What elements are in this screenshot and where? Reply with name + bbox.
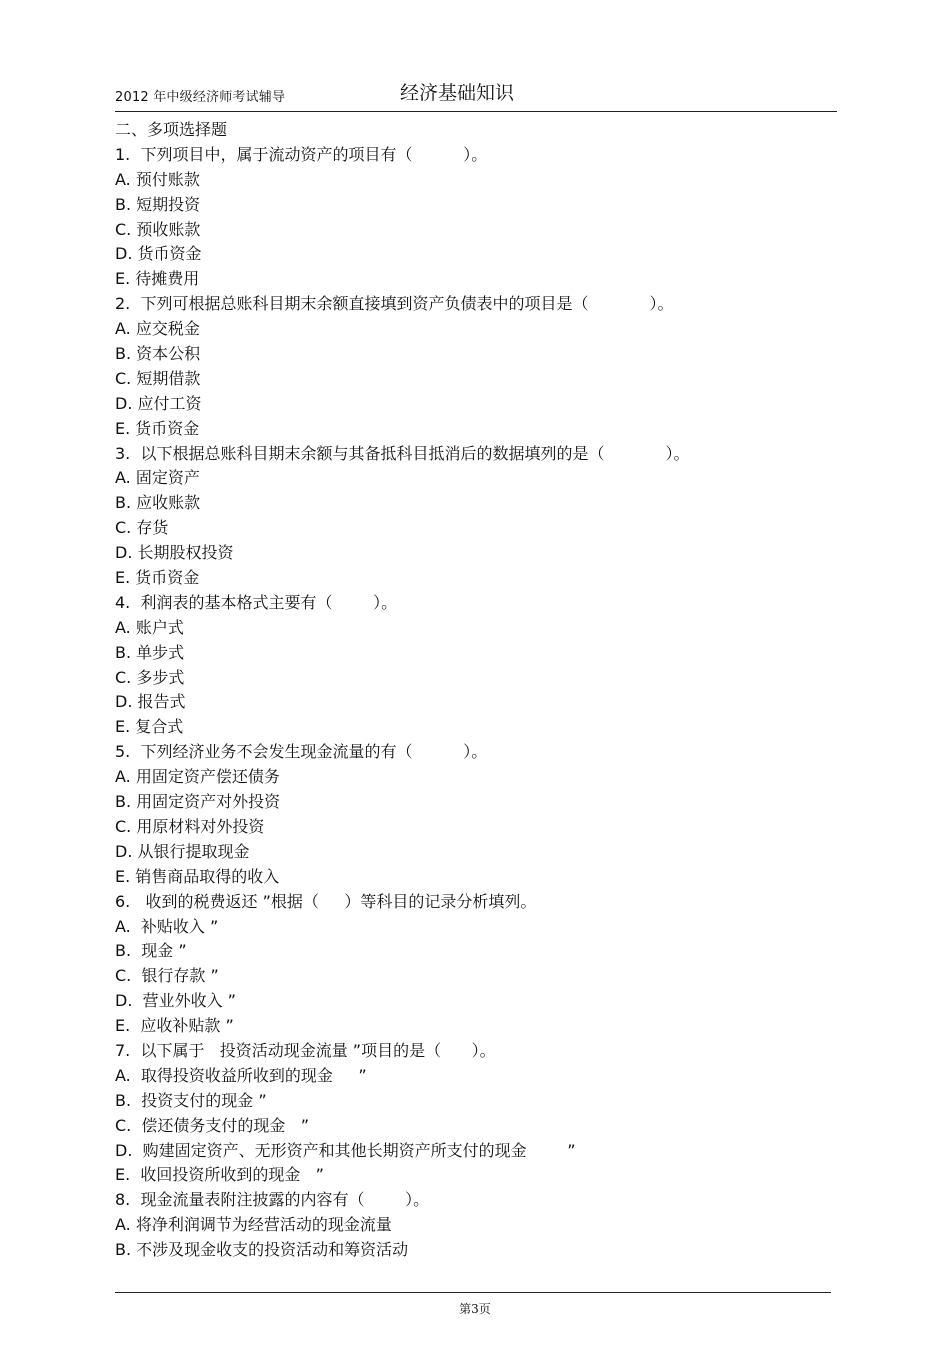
- option-line: C. 偿还债务支付的现金 ”: [115, 1115, 309, 1135]
- question-content: [115, 118, 837, 1263]
- question-2: 2. 下列可根据总账科目期末余额直接填到资产负债表中的项目是（ ）。: [115, 294, 674, 314]
- header-subject-title: 经济基础知识: [400, 82, 515, 104]
- question-3: 3. 以下根据总账科目期末余额与其备抵科目抵消后的数据填列的是（ ）。: [115, 443, 690, 463]
- option-line: E. 复合式: [115, 717, 184, 737]
- question-6: 6. 收到的税费返还 ”根据（ ）等科目的记录分析填列。: [115, 891, 537, 911]
- option-line: D. 报告式: [115, 692, 186, 712]
- header-divider: [115, 111, 837, 112]
- option-line: C. 短期借款: [115, 368, 201, 388]
- option-line: D. 营业外收入 ”: [115, 991, 236, 1011]
- option-line: A. 用固定资产偿还债务: [115, 767, 280, 787]
- option-line: B. 短期投资: [115, 194, 201, 214]
- option-line: D. 从银行提取现金: [115, 841, 250, 861]
- option-line: E. 销售商品取得的收入: [115, 866, 280, 886]
- option-line: B. 现金 ”: [115, 941, 187, 961]
- option-line: A. 应交税金: [115, 319, 200, 339]
- option-line: B. 用固定资产对外投资: [115, 792, 281, 812]
- question-4: 4. 利润表的基本格式主要有（ ）。: [115, 592, 398, 612]
- option-line: B. 资本公积: [115, 344, 201, 364]
- footer-divider: [115, 1292, 831, 1293]
- question-8: 8. 现金流量表附注披露的内容有（ ）。: [115, 1190, 430, 1210]
- option-line: B. 投资支付的现金 ”: [115, 1090, 267, 1110]
- option-line: A. 将净利润调节为经营活动的现金流量: [115, 1215, 392, 1235]
- option-line: A. 取得投资收益所收到的现金 ”: [115, 1065, 367, 1085]
- question-1: 1. 下列项目中，属于流动资产的项目有（ ）。: [115, 144, 488, 164]
- option-line: B. 不涉及现金收支的投资活动和筹资活动: [115, 1240, 409, 1260]
- option-line: A. 补贴收入 ”: [115, 916, 219, 936]
- option-line: D. 应付工资: [115, 393, 202, 413]
- section-heading: 二、多项选择题: [115, 120, 228, 139]
- option-line: E. 收回投资所收到的现金 ”: [115, 1165, 324, 1185]
- option-line: C. 用原材料对外投资: [115, 816, 265, 836]
- option-line: A. 预付账款: [115, 169, 200, 189]
- option-line: D. 货币资金: [115, 244, 202, 264]
- option-line: C. 存货: [115, 518, 169, 538]
- question-5: 5. 下列经济业务不会发生现金流量的有（ ）。: [115, 742, 488, 762]
- page-header: [115, 78, 837, 110]
- option-line: E. 待摊费用: [115, 269, 200, 289]
- option-line: C. 预收账款: [115, 219, 201, 239]
- option-line: D. 购建固定资产、无形资产和其他长期资产所支付的现金 ”: [115, 1140, 576, 1160]
- option-line: E. 应收补贴款 ”: [115, 1016, 234, 1036]
- option-line: D. 长期股权投资: [115, 543, 234, 563]
- option-line: C. 多步式: [115, 667, 185, 687]
- option-line: B. 单步式: [115, 642, 185, 662]
- option-line: E. 货币资金: [115, 418, 200, 438]
- option-line: A. 固定资产: [115, 468, 200, 488]
- option-line: B. 应收账款: [115, 493, 201, 513]
- page-number: 第3页: [459, 1302, 491, 1316]
- option-line: E. 货币资金: [115, 568, 200, 588]
- question-7: 7. 以下属于 投资活动现金流量 ”项目的是（ ）。: [115, 1040, 496, 1060]
- option-line: A. 账户式: [115, 617, 184, 637]
- header-exam-title: 2012 年中级经济师考试辅导: [115, 90, 286, 105]
- option-line: C. 银行存款 ”: [115, 966, 219, 986]
